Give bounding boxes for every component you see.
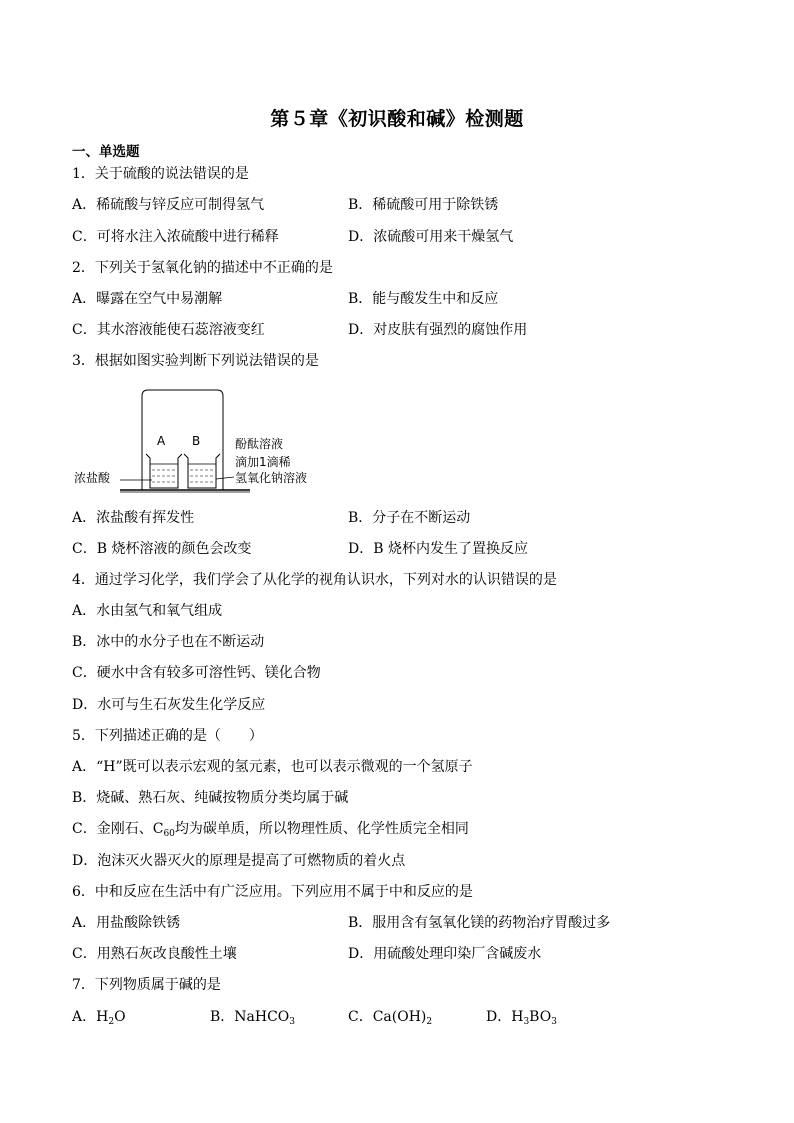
question-7-stem: 7．下列物质属于碱的是 [72, 977, 221, 993]
question-2-stem: 2．下列关于氢氧化钠的描述中不正确的是 [72, 260, 333, 276]
page-title: 第５章《初识酸和碱》检测题 [270, 108, 524, 130]
question-1-option-a[interactable]: A．稀硫酸与锌反应可制得氢气 [72, 197, 265, 213]
q5-c-pre: C．金刚石、C [72, 821, 164, 837]
q7-b-sub: 3 [289, 1017, 296, 1027]
q5-c-sub: 60 [163, 829, 175, 839]
q7-c-sub: 2 [426, 1017, 433, 1027]
q7-d-pre: D．H [486, 1009, 524, 1025]
question-3-option-a[interactable]: A．浓盐酸有挥发性 [72, 510, 195, 526]
question-5-stem: 5．下列描述正确的是（ ） [72, 728, 263, 744]
question-7-option-c[interactable] [348, 1008, 432, 1031]
question-4-stem: 4．通过学习化学，我们学会了从化学的视角认识水，下列对水的认识错误的是 [72, 572, 557, 588]
question-4-option-a[interactable]: A．水由氢气和氧气组成 [72, 603, 223, 619]
question-5-option-c[interactable] [72, 820, 469, 843]
question-7-option-b[interactable] [210, 1008, 295, 1031]
beaker-a [146, 454, 182, 488]
q7-d-sub2: 3 [551, 1017, 557, 1027]
q7-a-pre: A．H [72, 1009, 109, 1025]
question-3-stem: 3．根据如图实验判断下列说法错误的是 [72, 353, 319, 369]
dropwise-label: 滴加1滴稀 [235, 455, 291, 469]
question-6-option-a[interactable]: A．用盐酸除铁锈 [72, 915, 181, 931]
question-2-option-b[interactable]: B．能与酸发生中和反应 [348, 291, 499, 307]
beaker-b [184, 454, 220, 488]
question-4-option-c[interactable]: C．硬水中含有较多可溶性钙、镁化合物 [72, 665, 321, 681]
beaker-a-label: A [157, 434, 166, 448]
question-5-option-d[interactable]: D．泡沫灭火器灭火的原理是提高了可燃物质的着火点 [72, 853, 406, 869]
question-7-option-d[interactable] [486, 1008, 557, 1031]
experiment-figure [72, 388, 342, 498]
conc-hcl-label: 浓盐酸 [74, 471, 111, 485]
phenolphthalein-label: 酚酞溶液 [235, 437, 284, 451]
question-4-option-b[interactable]: B．冰中的水分子也在不断运动 [72, 634, 265, 650]
question-6-option-c[interactable]: C．用熟石灰改良酸性土壤 [72, 946, 237, 962]
q7-d-sub: 3 [523, 1017, 530, 1027]
question-2-option-d[interactable]: D．对皮肤有强烈的腐蚀作用 [348, 322, 528, 338]
q7-a-post: O [114, 1009, 126, 1025]
question-2-option-a[interactable]: A．曝露在空气中易潮解 [72, 291, 223, 307]
question-3-option-b[interactable]: B．分子在不断运动 [348, 510, 471, 526]
naoh-label: 氢氧化钠溶液 [235, 471, 308, 485]
question-6-stem: 6．中和反应在生活中有广泛应用。下列应用不属于中和反应的是 [72, 884, 473, 900]
question-6-option-d[interactable]: D．用硫酸处理印染厂含碱废水 [348, 946, 542, 962]
question-7-option-a[interactable] [72, 1008, 126, 1031]
q7-a-sub: 2 [108, 1017, 115, 1027]
question-2-option-c[interactable]: C．其水溶液能使石蕊溶液变红 [72, 322, 265, 338]
question-3-option-d[interactable]: D．B 烧杯内发生了置换反应 [348, 541, 528, 557]
question-1-stem: 1．关于硫酸的说法错误的是 [72, 166, 249, 182]
question-3-option-c[interactable]: C．B 烧杯溶液的颜色会改变 [72, 541, 252, 557]
section-heading: 一、单选题 [72, 144, 140, 160]
question-1-option-b[interactable]: B．稀硫酸可用于除铁锈 [348, 197, 499, 213]
q7-b-pre: B．NaHCO [210, 1009, 290, 1025]
question-1-option-c[interactable]: C．可将水注入浓硫酸中进行稀释 [72, 229, 279, 245]
q7-c-pre: C．Ca(OH) [348, 1009, 427, 1025]
bell-jar [142, 390, 223, 490]
q7-d-post: BO [529, 1009, 552, 1025]
question-5-option-a[interactable]: A．“H”既可以表示宏观的氢元素，也可以表示微观的一个氢原子 [72, 759, 473, 775]
question-4-option-d[interactable]: D．水可与生石灰发生化学反应 [72, 697, 266, 713]
question-5-option-b[interactable]: B．烧碱、熟石灰、纯碱按物质分类均属于碱 [72, 790, 349, 806]
q5-c-post: 均为碳单质，所以物理性质、化学性质完全相同 [174, 821, 469, 837]
question-6-option-b[interactable]: B．服用含有氢氧化镁的药物治疗胃酸过多 [348, 915, 611, 931]
question-1-option-d[interactable]: D．浓硫酸可用来干燥氢气 [348, 229, 514, 245]
naoh-leader [216, 477, 234, 479]
beaker-b-label: B [192, 434, 201, 448]
